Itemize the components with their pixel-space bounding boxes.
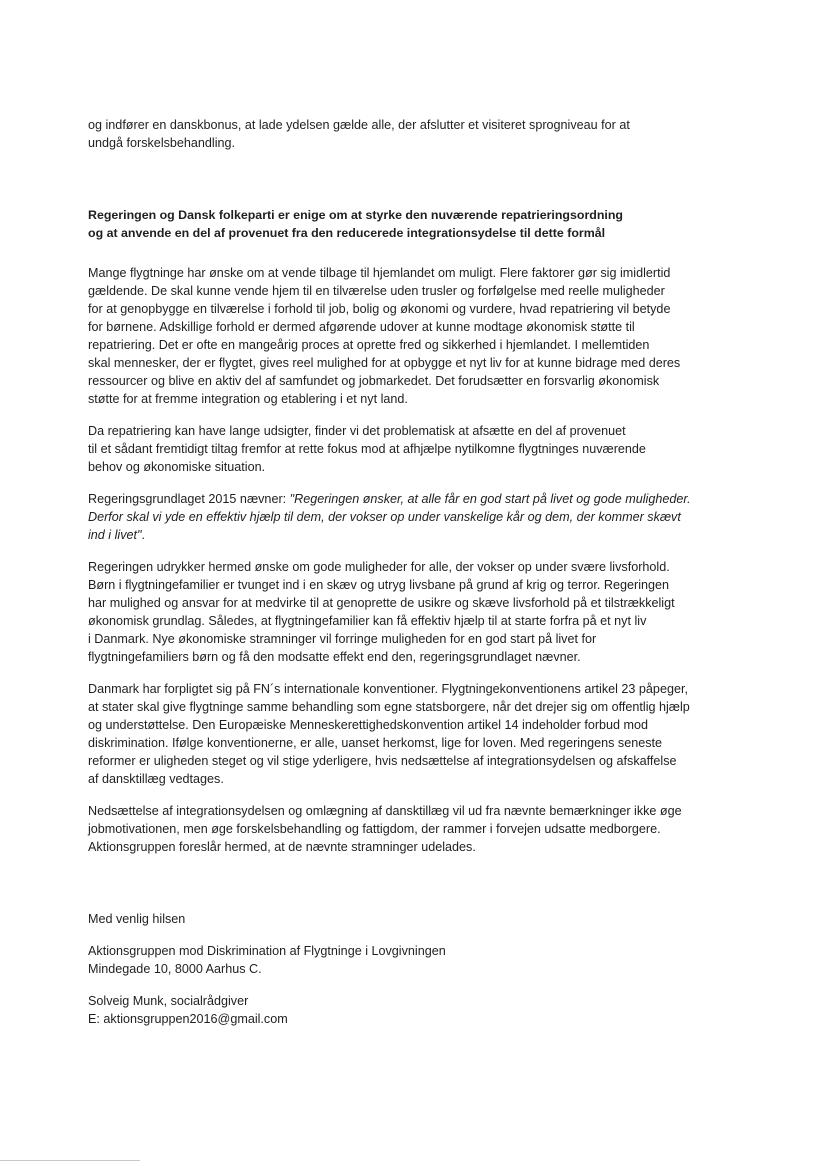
organization-address: Mindegade 10, 8000 Aarhus C. (88, 962, 262, 976)
section-heading (88, 206, 748, 242)
text-line: Børn i flygtningefamilier er tvunget ind i en skæv og utryg livsbane på grund af krig og terror. Regeringen (88, 578, 670, 592)
text-line: skal mennesker, der er flygtet, gives reel mulighed for at opbygge et nyt liv for at kunne bidrage med deres (88, 356, 681, 370)
quote-suffix: . (141, 528, 145, 542)
text-line: diskrimination. Ifølge konventionerne, er alle, uanset herkomst, lige for loven. Med regeringens seneste (88, 736, 663, 750)
paragraph-repatriation (88, 264, 748, 408)
text-line: har mulighed og ansvar for at medvirke til at genoprette de usikre og skæve livsforhold på et tilstrækkeligt (88, 596, 675, 610)
text-line (88, 526, 748, 544)
quote-text: "Regeringen ønsker, at alle får en god start på livet og gode muligheder. (289, 492, 691, 506)
text-line: og understøttelse. Den Europæiske Menneskerettighedskonvention artikel 14 indeholder forbud mod (88, 718, 649, 732)
paragraph-government-quote (88, 490, 748, 544)
intro-paragraph (88, 116, 748, 152)
heading-line: og at anvende en del af provenuet fra den reducerede integrationsydelse til dette formål (88, 226, 606, 240)
letter-page (88, 116, 748, 1028)
text-line: for børnene. Adskillige forhold er dermed afgørende udover at kunne modtage økonomisk støtte til (88, 320, 635, 334)
greeting: Med venlig hilsen (88, 912, 186, 926)
page-edge-line (0, 1160, 140, 1161)
quote-prefix: Regeringsgrundlaget 2015 nævner: (88, 492, 290, 506)
quote-text: Derfor skal vi yde en effektiv hjælp til dem, der vokser op under vanskelige kår og dem, der kommer skævt (88, 510, 681, 524)
text-line: Regeringen udrykker hermed ønske om gode muligheder for alle, der vokser op under svære livsforhold. (88, 560, 670, 574)
paragraph-conclusion (88, 802, 748, 856)
text-line: flygtningefamiliers børn og få den modsatte effekt end den, regeringsgrundlaget nævner. (88, 650, 581, 664)
quote-text: ind i livet" (88, 528, 142, 542)
text-line: og indfører en danskbonus, at lade ydelsen gælde alle, der afslutter et visiteret sprogniveau for at (88, 118, 630, 132)
text-line: Da repatriering kan have lange udsigter, finder vi det problematisk at afsætte en del af provenuet (88, 424, 626, 438)
text-line: økonomisk grundlag. Således, at flygtningefamilier kan få effektiv hjælp til at starte forfra på et nyt liv (88, 614, 647, 628)
text-line: jobmotivationen, men øge forskelsbehandling og fattigdom, der rammer i forvejen udsatte medborgere. (88, 822, 661, 836)
text-line (88, 490, 748, 508)
text-line: af dansktillæg vedtages. (88, 772, 224, 786)
text-line: i Danmark. Nye økonomiske stramninger vil forringe muligheden for en god start på livet for (88, 632, 597, 646)
signer-name: Solveig Munk, socialrådgiver (88, 994, 249, 1008)
signoff-greeting (88, 910, 748, 928)
signer-email: E: aktionsgruppen2016@gmail.com (88, 1012, 288, 1026)
text-line: undgå forskelsbehandling. (88, 136, 236, 150)
text-line: til et sådant fremtidigt tiltag fremfor at rette fokus mod at afhjælpe nytilkomne flygtninges nuværende (88, 442, 646, 456)
heading-line: Regeringen og Dansk folkeparti er enige om at styrke den nuværende repatrieringsordning (88, 208, 623, 222)
text-line: støtte for at fremme integration og etablering i et nyt land. (88, 392, 408, 406)
text-line: repatriering. Det er ofte en mangeårig proces at oprette fred og sikkerhed i hjemlandet. I mellemtiden (88, 338, 650, 352)
text-line: ressourcer og blive en aktiv del af samfundet og jobmarkedet. Det forudsætter en forsvarlig økonomisk (88, 374, 660, 388)
organization-name: Aktionsgruppen mod Diskrimination af Flygtninge i Lovgivningen (88, 944, 446, 958)
paragraph-children (88, 558, 748, 666)
text-line: reformer er uligheden steget og vil stige yderligere, hvis nedsættelse af integrationsydelsen og afskaffelse (88, 754, 677, 768)
text-line: Nedsættelse af integrationsydelsen og omlægning af dansktillæg vil ud fra nævnte bemærkninger ikke øge (88, 804, 682, 818)
paragraph-conventions (88, 680, 748, 788)
text-line: for at genopbygge en tilværelse i forhold til job, bolig og økonomi og vurdere, hvad repatriering vil betyde (88, 302, 671, 316)
text-line: at stater skal give flygtninge samme behandling som egne statsborgere, når det drejer sig om offentlig hjælp (88, 700, 690, 714)
signoff-contact (88, 992, 748, 1028)
text-line: Aktionsgruppen foreslår hermed, at de nævnte stramninger udelades. (88, 840, 476, 854)
text-line: Danmark har forpligtet sig på FN´s internationale konventioner. Flygtningekonventionens artikel 23 påpeger, (88, 682, 688, 696)
text-line: Mange flygtninge har ønske om at vende tilbage til hjemlandet om muligt. Flere faktorer gør sig imidlertid (88, 266, 671, 280)
signoff-organization (88, 942, 748, 978)
paragraph-prospects (88, 422, 748, 476)
text-line: gældende. De skal kunne vende hjem til en tilværelse uden trusler og forfølgelse med reelle muligheder (88, 284, 665, 298)
text-line: behov og økonomiske situation. (88, 460, 266, 474)
